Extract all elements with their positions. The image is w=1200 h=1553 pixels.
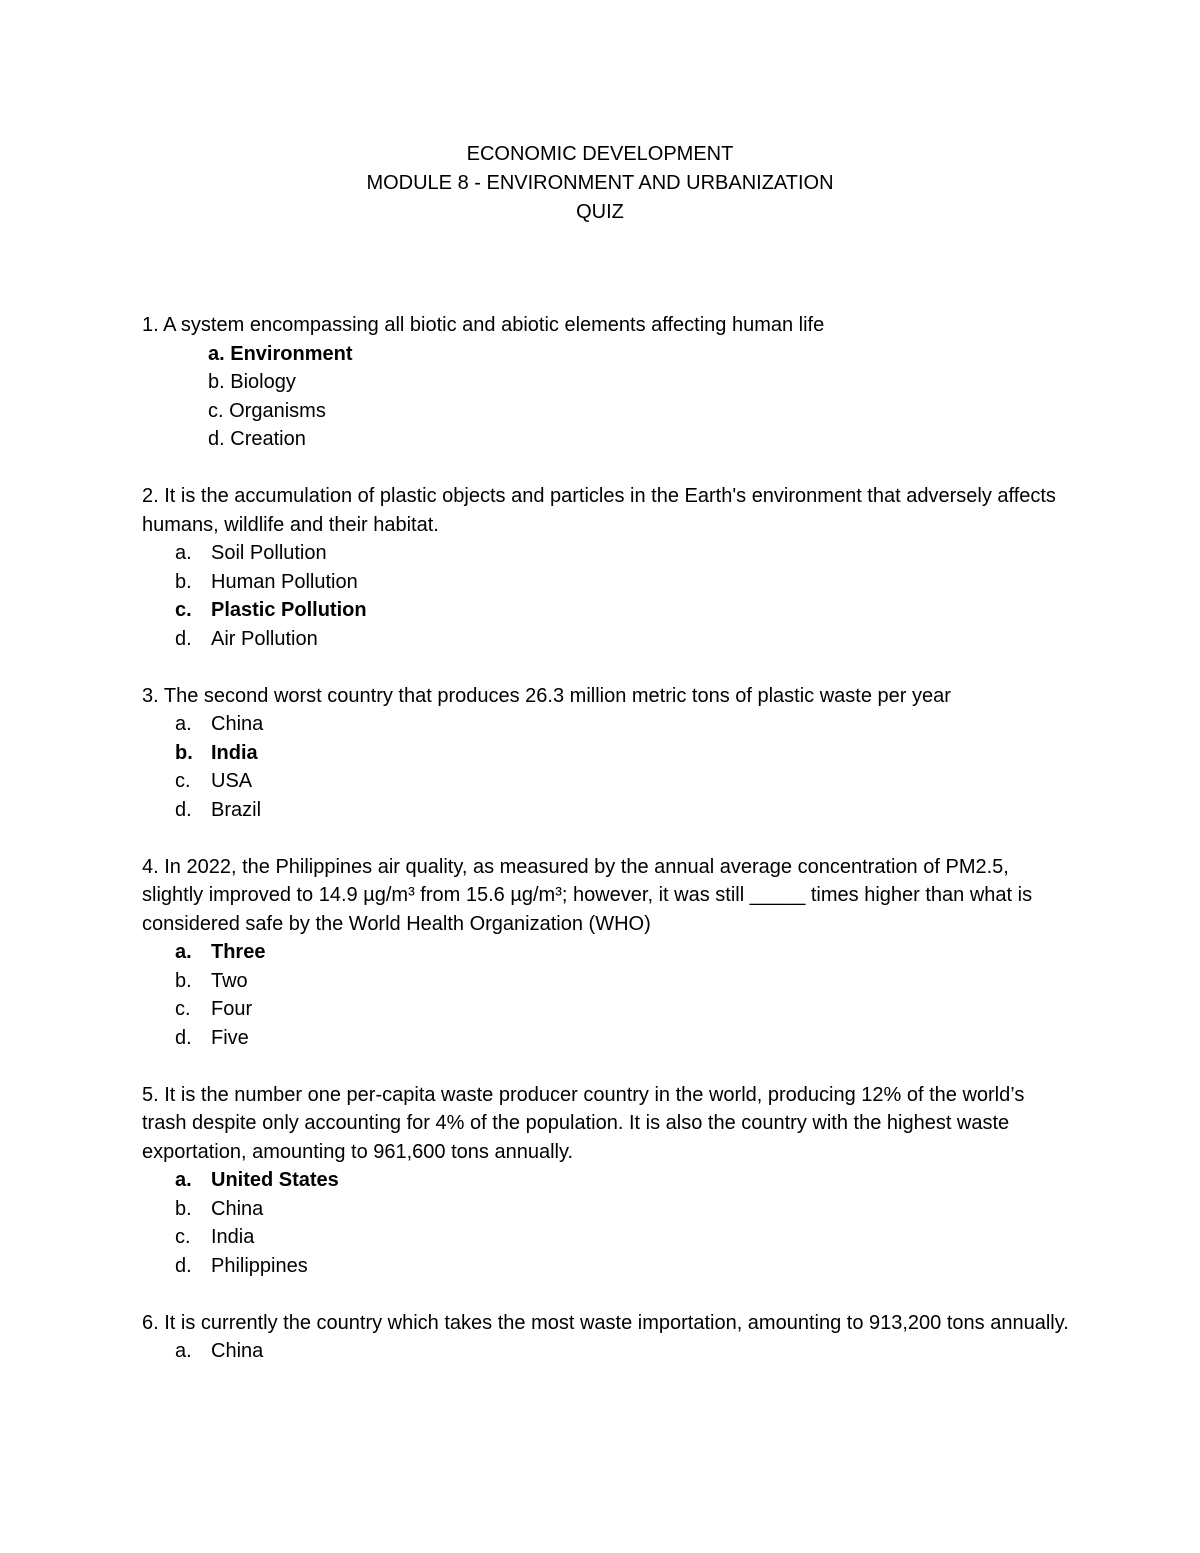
option-text: Four (211, 998, 253, 1020)
option-c-correct (175, 596, 1072, 625)
option-letter: c. (208, 399, 224, 422)
option-letter: b. (208, 371, 225, 393)
option-text: Brazil (211, 798, 262, 821)
question-text: 4. In 2022, the Philippines air quality, as measured by the annual average concentration of PM2.5, slightly improved to 14.9 µg/m³ from 15.6 µg/m³; however, it was still _____ times higher than what is considered safe by the World Health Organization (WHO) (142, 855, 1033, 935)
option-text: Environment (230, 342, 353, 365)
option-b (175, 568, 1072, 597)
option-text: Five (211, 1026, 249, 1049)
option-list (142, 1166, 1072, 1280)
option-b-correct (175, 739, 1072, 768)
option-text: Two (211, 969, 248, 992)
option-c (175, 767, 1072, 796)
question-text: 6. It is currently the country which takes the most waste importation, amounting to 913,200 tons annually. (142, 1311, 1069, 1334)
option-list (142, 340, 1072, 454)
option-letter: b. (175, 570, 192, 593)
question-6 (142, 1309, 1072, 1366)
module-title: MODULE 8 - ENVIRONMENT AND URBANIZATION (366, 172, 834, 194)
option-letter: d. (208, 428, 225, 450)
option-d (175, 796, 1072, 825)
option-text: Soil Pollution (211, 542, 327, 564)
option-letter: c. (175, 1226, 191, 1248)
option-text: India (211, 741, 258, 764)
option-letter: d. (175, 1254, 192, 1277)
option-letter: b. (175, 741, 193, 764)
question-text: 5. It is the number one per-capita waste producer country in the world, producing 12% of the world’s trash despite only accounting for 4% of the population. It is also the country with the highest waste exportation, amounting to 961,600 tons annually. (142, 1083, 1025, 1163)
option-a-correct (175, 938, 1072, 967)
option-text: China (211, 1197, 264, 1220)
option-letter: a. (175, 1169, 192, 1191)
option-a-correct (175, 1166, 1072, 1195)
option-b (175, 967, 1072, 996)
option-c (208, 397, 1072, 426)
option-letter: a. (208, 342, 225, 365)
option-letter: b. (175, 969, 192, 992)
option-d (208, 425, 1072, 454)
option-letter: a. (175, 941, 192, 963)
option-d (175, 625, 1072, 654)
option-c (175, 1223, 1072, 1252)
question-1 (142, 311, 1072, 454)
option-letter: d. (175, 798, 192, 821)
option-text: India (211, 1226, 255, 1248)
quiz-content (142, 311, 1072, 1394)
question-2 (142, 482, 1072, 653)
option-text: China (211, 1340, 264, 1362)
option-text: China (211, 713, 264, 735)
quiz-title: QUIZ (576, 201, 624, 223)
option-letter: a. (175, 1340, 192, 1362)
option-list (142, 1337, 1072, 1366)
option-text: Plastic Pollution (211, 599, 367, 621)
option-b (175, 1195, 1072, 1224)
option-a (175, 710, 1072, 739)
option-letter: a. (175, 713, 192, 735)
option-a-correct (208, 340, 1072, 369)
option-a (175, 1337, 1072, 1366)
option-b (208, 368, 1072, 397)
course-title: ECONOMIC DEVELOPMENT (466, 143, 734, 165)
option-a (175, 539, 1072, 568)
option-c (175, 995, 1072, 1024)
option-letter: c. (175, 770, 191, 792)
option-d (175, 1252, 1072, 1281)
option-list (142, 539, 1072, 653)
option-letter: c. (175, 599, 192, 621)
option-d (175, 1024, 1072, 1053)
option-list (142, 938, 1072, 1052)
option-letter: a. (175, 542, 192, 564)
option-text: Human Pollution (211, 570, 358, 593)
option-text: Three (211, 941, 266, 963)
question-text: 3. The second worst country that produces 26.3 million metric tons of plastic waste per year (142, 684, 951, 707)
option-letter: b. (175, 1197, 192, 1220)
question-text: 2. It is the accumulation of plastic objects and particles in the Earth's environment that adversely affects humans, wildlife and their habitat. (142, 485, 1056, 536)
option-text: Air Pollution (211, 627, 318, 650)
option-text: Creation (230, 428, 306, 450)
option-text: USA (211, 770, 253, 792)
question-3 (142, 682, 1072, 825)
document-header (0, 140, 1200, 227)
question-text: 1. A system encompassing all biotic and abiotic elements affecting human life (142, 314, 825, 336)
option-letter: d. (175, 627, 192, 650)
question-4 (142, 853, 1072, 1053)
question-5 (142, 1081, 1072, 1281)
option-letter: d. (175, 1026, 192, 1049)
option-letter: c. (175, 998, 191, 1020)
option-list (142, 710, 1072, 824)
option-text: Biology (230, 371, 296, 393)
option-text: Philippines (211, 1254, 308, 1277)
option-text: Organisms (229, 399, 326, 422)
option-text: United States (211, 1169, 339, 1191)
